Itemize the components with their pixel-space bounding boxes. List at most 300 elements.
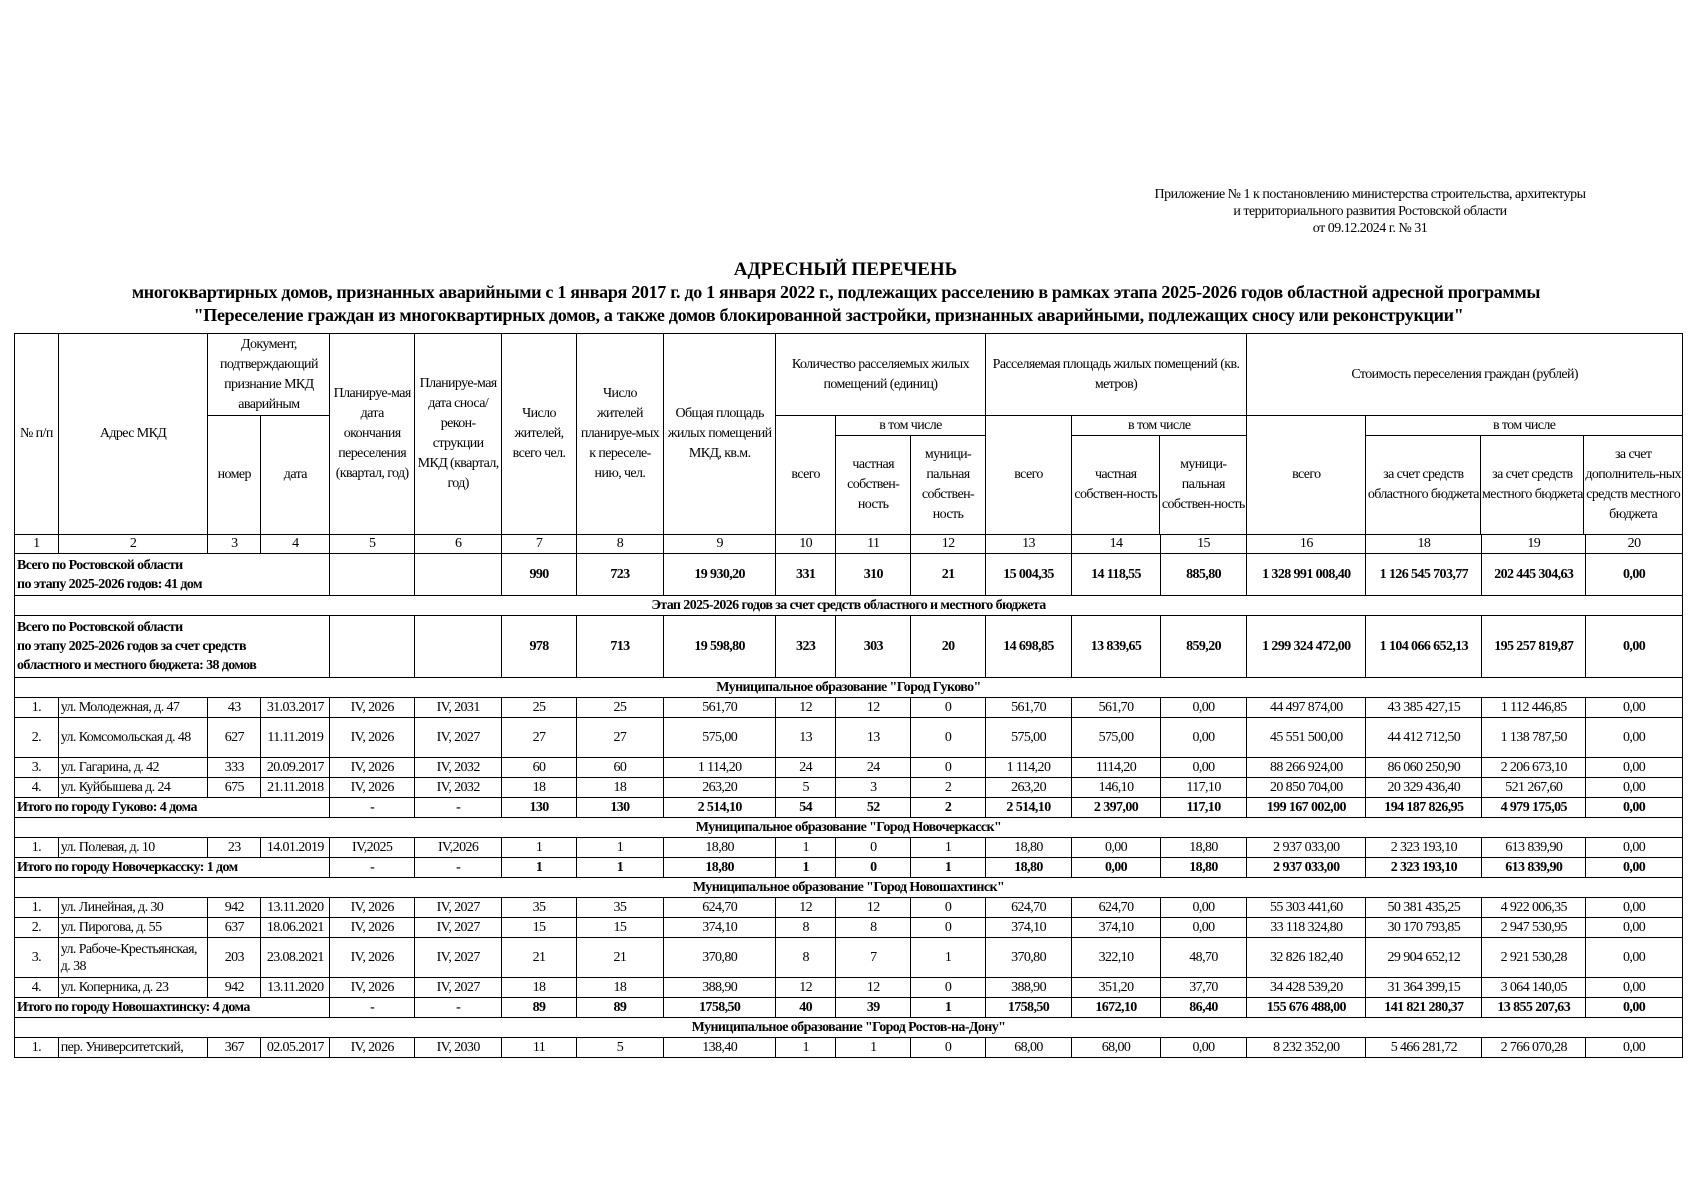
data-cell: 1. [15, 898, 59, 918]
incl-label: в том числе [836, 416, 985, 436]
total-value: 141 821 280,37 [1366, 998, 1482, 1018]
data-cell: 1 [836, 1038, 911, 1058]
municipality-total-row [15, 998, 1683, 1018]
data-cell: 0,00 [1586, 838, 1683, 858]
data-cell: 942 [208, 898, 261, 918]
data-cell: 32 826 182,40 [1247, 938, 1366, 978]
data-cell: 18 [576, 778, 664, 798]
data-cell: 25 [502, 698, 576, 718]
summary-value: 19 598,80 [664, 616, 776, 678]
data-cell: 370,80 [664, 938, 776, 978]
header-area-municipal: муници-пальная собствен-ность [1161, 457, 1245, 512]
total-value: 1 [911, 858, 985, 878]
header-cost: Стоимость переселения граждан (рублей) [1247, 334, 1683, 416]
column-number: 9 [664, 535, 776, 554]
total-value: - [330, 798, 414, 818]
data-cell: 20.09.2017 [261, 758, 330, 778]
empty-cell [414, 554, 502, 596]
data-cell: 29 904 652,12 [1366, 938, 1482, 978]
data-cell: 637 [208, 918, 261, 938]
data-cell: 14.01.2019 [261, 838, 330, 858]
header-units-total: всего [776, 416, 836, 535]
stage-total-row [15, 616, 1683, 678]
column-number: 5 [330, 535, 414, 554]
data-cell: 21.11.2018 [261, 778, 330, 798]
total-value: 1758,50 [664, 998, 776, 1018]
municipality-total-row [15, 858, 1683, 878]
data-cell: 1 [911, 838, 985, 858]
data-cell: 12 [836, 978, 911, 998]
address-cell: ул. Гагарина, д. 42 [58, 758, 208, 778]
data-cell: 24 [836, 758, 911, 778]
data-cell: 0,00 [1160, 898, 1247, 918]
data-cell: 388,90 [664, 978, 776, 998]
data-cell: 60 [502, 758, 576, 778]
total-value: 18,80 [985, 858, 1072, 878]
data-cell: 0 [911, 718, 985, 758]
column-number-row [15, 535, 1683, 554]
data-cell: 18,80 [664, 838, 776, 858]
total-value: 13 855 207,63 [1482, 998, 1586, 1018]
data-cell: 68,00 [1072, 1038, 1161, 1058]
data-cell: 21 [502, 938, 576, 978]
data-cell: 0 [911, 1038, 985, 1058]
column-number: 18 [1366, 535, 1482, 554]
column-number: 10 [776, 535, 836, 554]
data-cell: 0,00 [1586, 1038, 1683, 1058]
data-cell: 24 [776, 758, 836, 778]
header-residents: Число жителей, всего чел. [502, 334, 576, 535]
total-value: 89 [576, 998, 664, 1018]
title-line-2: многоквартирных домов, признанных аварийными с 1 января 2017 г. до 1 января 2022 г., подлежащих расселению в рамках этапа 2025-2026 годов областной адресной программы [131, 282, 1541, 302]
document-title [0, 258, 1697, 327]
summary-value: 885,80 [1160, 554, 1247, 596]
data-cell: 21 [576, 938, 664, 978]
column-number: 2 [58, 535, 208, 554]
summary-value: 723 [576, 554, 664, 596]
data-cell: 613 839,90 [1482, 838, 1586, 858]
table-row [15, 778, 1683, 798]
column-number: 6 [414, 535, 502, 554]
column-number: 7 [502, 535, 576, 554]
summary-value: 14 698,85 [985, 616, 1072, 678]
data-cell: 18 [502, 978, 576, 998]
address-cell: ул. Линейная, д. 30 [58, 898, 208, 918]
total-value: 40 [776, 998, 836, 1018]
header-address: Адрес МКД [58, 334, 208, 535]
summary-value: 21 [911, 554, 985, 596]
data-cell: 0,00 [1586, 758, 1683, 778]
address-cell: ул. Рабоче-Крестьянская, д. 38 [58, 938, 208, 978]
data-cell: IV, 2031 [414, 698, 502, 718]
total-value: - [414, 798, 502, 818]
label-line: Всего по Ростовской области [17, 557, 183, 573]
data-cell: 0 [911, 918, 985, 938]
data-cell: 263,20 [985, 778, 1072, 798]
total-value: 86,40 [1160, 998, 1247, 1018]
data-cell: 1 114,20 [985, 758, 1072, 778]
data-cell: 675 [208, 778, 261, 798]
data-cell: 12 [836, 898, 911, 918]
data-cell: 02.05.2017 [261, 1038, 330, 1058]
data-cell: 0 [836, 838, 911, 858]
data-cell: 8 [776, 918, 836, 938]
total-value: 2 937 033,00 [1247, 858, 1366, 878]
data-cell: 0,00 [1160, 698, 1247, 718]
address-cell: пер. Университетский, [58, 1038, 208, 1058]
empty-cell [414, 616, 502, 678]
data-cell: 521 267,60 [1482, 778, 1586, 798]
summary-value: 14 118,55 [1072, 554, 1161, 596]
header-demolition: Планируе-мая дата сноса/рекон-струкции МКД (квартал, год) [414, 334, 502, 535]
total-value: 39 [836, 998, 911, 1018]
column-number: 12 [911, 535, 985, 554]
summary-value: 990 [502, 554, 576, 596]
data-cell: 2 937 033,00 [1247, 838, 1366, 858]
total-value: 1 [911, 998, 985, 1018]
data-cell: IV, 2026 [330, 918, 414, 938]
incl-label: в том числе [1366, 416, 1682, 436]
data-cell: 43 [208, 698, 261, 718]
data-cell: 1 112 446,85 [1482, 698, 1586, 718]
data-cell: 13.11.2020 [261, 898, 330, 918]
summary-value: 978 [502, 616, 576, 678]
data-cell: 27 [502, 718, 576, 758]
data-cell: 43 385 427,15 [1366, 698, 1482, 718]
data-cell: 374,10 [664, 918, 776, 938]
header-area-incl [1072, 416, 1247, 535]
data-cell: 48,70 [1160, 938, 1247, 978]
total-value: 2 514,10 [985, 798, 1072, 818]
data-cell: 86 060 250,90 [1366, 758, 1482, 778]
data-cell: IV, 2027 [414, 718, 502, 758]
data-cell: 333 [208, 758, 261, 778]
total-value: 2 514,10 [664, 798, 776, 818]
data-cell: 37,70 [1160, 978, 1247, 998]
data-cell: 374,10 [985, 918, 1072, 938]
data-cell: 575,00 [664, 718, 776, 758]
data-cell: IV, 2026 [330, 938, 414, 978]
data-cell: 0,00 [1160, 1038, 1247, 1058]
header-num: № п/п [15, 334, 59, 535]
column-number: 14 [1072, 535, 1161, 554]
data-cell: IV, 2026 [330, 698, 414, 718]
data-cell: IV, 2032 [414, 778, 502, 798]
header-cost-regional: за счет средств областного бюджета [1366, 436, 1481, 534]
data-cell: 1 [776, 1038, 836, 1058]
data-cell: 44 412 712,50 [1366, 718, 1482, 758]
data-cell: 561,70 [985, 698, 1072, 718]
data-cell: 31.03.2017 [261, 698, 330, 718]
total-value: 199 167 002,00 [1247, 798, 1366, 818]
total-label: Итого по городу Новошахтинску: 4 дома [15, 998, 330, 1018]
data-cell: IV, 2026 [330, 898, 414, 918]
data-cell: 1. [15, 698, 59, 718]
total-value: 1 [776, 858, 836, 878]
total-value: 130 [502, 798, 576, 818]
data-cell: 60 [576, 758, 664, 778]
header-doc-date: дата [261, 416, 330, 535]
data-cell: 0 [911, 978, 985, 998]
data-cell: 5 466 281,72 [1366, 1038, 1482, 1058]
data-cell: 3 064 140,05 [1482, 978, 1586, 998]
column-number: 8 [576, 535, 664, 554]
total-label: Итого по городу Новочеркасску: 1 дом [15, 858, 330, 878]
address-cell: ул. Куйбышева д. 24 [58, 778, 208, 798]
summary-value: 0,00 [1586, 616, 1683, 678]
total-value: 2 [911, 798, 985, 818]
data-cell: 33 118 324,80 [1247, 918, 1366, 938]
data-cell: 624,70 [1072, 898, 1161, 918]
address-cell: ул. Молодежная, д. 47 [58, 698, 208, 718]
data-cell: IV, 2026 [330, 758, 414, 778]
data-cell: 30 170 793,85 [1366, 918, 1482, 938]
table-row [15, 698, 1683, 718]
data-cell: 20 850 704,00 [1247, 778, 1366, 798]
data-cell: 34 428 539,20 [1247, 978, 1366, 998]
total-value: 18,80 [664, 858, 776, 878]
data-cell: 31 364 399,15 [1366, 978, 1482, 998]
column-number: 13 [985, 535, 1072, 554]
total-value: 1 [576, 858, 664, 878]
data-cell: 0,00 [1160, 758, 1247, 778]
data-cell: 15 [502, 918, 576, 938]
column-number: 19 [1482, 535, 1586, 554]
data-cell: 322,10 [1072, 938, 1161, 978]
municipality-row [15, 1018, 1683, 1038]
data-cell: 0,00 [1586, 698, 1683, 718]
header-area-total: всего [985, 416, 1072, 535]
municipality-row-title: Муниципальное образование "Город Ростов-на-Дону" [15, 1018, 1683, 1038]
summary-value: 202 445 304,63 [1482, 554, 1586, 596]
total-label: Итого по городу Гуково: 4 дома [15, 798, 330, 818]
data-cell: 1. [15, 838, 59, 858]
total-value: 1672,10 [1072, 998, 1161, 1018]
data-cell: IV, 2026 [330, 978, 414, 998]
data-cell: 35 [502, 898, 576, 918]
summary-value: 331 [776, 554, 836, 596]
data-cell: 138,40 [664, 1038, 776, 1058]
data-cell: 1 [576, 838, 664, 858]
data-cell: 27 [576, 718, 664, 758]
data-cell: 4. [15, 978, 59, 998]
data-cell: IV, 2027 [414, 938, 502, 978]
column-number: 20 [1586, 535, 1683, 554]
data-cell: 575,00 [985, 718, 1072, 758]
summary-value: 303 [836, 616, 911, 678]
data-cell: IV,2025 [330, 838, 414, 858]
data-cell: 13 [776, 718, 836, 758]
column-number: 1 [15, 535, 59, 554]
header-cost-total: всего [1247, 416, 1366, 535]
data-cell: 13.11.2020 [261, 978, 330, 998]
total-value: 18,80 [1160, 858, 1247, 878]
total-value: 1 [502, 858, 576, 878]
data-cell: 45 551 500,00 [1247, 718, 1366, 758]
grand-total-row-label [15, 554, 330, 596]
appendix-line-3: от 09.12.2024 г. № 31 [1312, 221, 1428, 236]
data-cell: 1 [502, 838, 576, 858]
column-number: 15 [1160, 535, 1247, 554]
data-cell: 0,00 [1586, 778, 1683, 798]
summary-value: 13 839,65 [1072, 616, 1161, 678]
table-row [15, 978, 1683, 998]
data-cell: 117,10 [1160, 778, 1247, 798]
data-cell: 8 [836, 918, 911, 938]
total-value: - [414, 858, 502, 878]
data-cell: 1 138 787,50 [1482, 718, 1586, 758]
summary-value: 19 930,20 [664, 554, 776, 596]
total-value: 2 397,00 [1072, 798, 1161, 818]
data-cell: 624,70 [664, 898, 776, 918]
summary-value: 15 004,35 [985, 554, 1072, 596]
total-value: 0 [836, 858, 911, 878]
data-cell: 2 206 673,10 [1482, 758, 1586, 778]
title-line-1: АДРЕСНЫЙ ПЕРЕЧЕНЬ [733, 259, 958, 280]
data-cell: 203 [208, 938, 261, 978]
data-cell: 7 [836, 938, 911, 978]
header-units-private: частная собствен-ность [836, 436, 911, 534]
address-cell: ул. Пирогова, д. 55 [58, 918, 208, 938]
header-area: Расселяемая площадь жилых помещений (кв. метров) [985, 334, 1247, 416]
total-value: 4 979 175,05 [1482, 798, 1586, 818]
data-cell: 18.06.2021 [261, 918, 330, 938]
data-cell: 367 [208, 1038, 261, 1058]
summary-value: 20 [911, 616, 985, 678]
grand-total-row [15, 554, 1683, 596]
header-cost-extra: за счет дополнитель-ных средств местного бюджета [1585, 447, 1682, 522]
total-value: 54 [776, 798, 836, 818]
municipality-row [15, 818, 1683, 838]
municipality-row-title: Муниципальное образование "Город Гуково" [15, 678, 1683, 698]
summary-value: 859,20 [1160, 616, 1247, 678]
header-cost-incl [1366, 416, 1683, 535]
header-total-area: Общая площадь жилых помещений МКД, кв.м. [664, 334, 776, 535]
header-residents-plan: Число жителей планируе-мых к переселе-нию, чел. [576, 334, 664, 535]
header-resettle-end: Планируе-мая дата окончания переселения (квартал, год) [330, 334, 414, 535]
data-cell: 23.08.2021 [261, 938, 330, 978]
data-cell: 44 497 874,00 [1247, 698, 1366, 718]
summary-value: 1 299 324 472,00 [1247, 616, 1366, 678]
data-cell: 1 114,20 [664, 758, 776, 778]
data-cell: IV,2026 [414, 838, 502, 858]
data-cell: 561,70 [664, 698, 776, 718]
appendix-note [1020, 186, 1697, 237]
data-cell: 18,80 [1160, 838, 1247, 858]
total-value: 0,00 [1586, 858, 1683, 878]
stage-row [15, 596, 1683, 616]
summary-value: 323 [776, 616, 836, 678]
summary-value: 1 328 991 008,40 [1247, 554, 1366, 596]
total-value: 155 676 488,00 [1247, 998, 1366, 1018]
data-cell: IV, 2026 [330, 778, 414, 798]
data-cell: 12 [836, 698, 911, 718]
data-cell: 3. [15, 938, 59, 978]
address-list-table [14, 333, 1683, 1058]
empty-cell [330, 616, 414, 678]
municipality-total-row [15, 798, 1683, 818]
total-value: 613 839,90 [1482, 858, 1586, 878]
data-cell: IV, 2026 [330, 1038, 414, 1058]
header-doc-num: номер [208, 416, 261, 535]
column-number: 3 [208, 535, 261, 554]
municipality-row [15, 678, 1683, 698]
data-cell: 0 [911, 898, 985, 918]
table-row [15, 898, 1683, 918]
data-cell: 0,00 [1586, 938, 1683, 978]
data-cell: 8 [776, 938, 836, 978]
address-cell: ул. Коперника, д. 23 [58, 978, 208, 998]
data-cell: 13 [836, 718, 911, 758]
summary-value: 310 [836, 554, 911, 596]
data-cell: 2 766 070,28 [1482, 1038, 1586, 1058]
data-cell: 4 922 006,35 [1482, 898, 1586, 918]
label-line: по этапу 2025-2026 годов: 41 дом [17, 576, 202, 592]
data-cell: 0,00 [1160, 918, 1247, 938]
data-cell: 18,80 [985, 838, 1072, 858]
table-row [15, 838, 1683, 858]
data-cell: 2 323 193,10 [1366, 838, 1482, 858]
data-cell: 12 [776, 978, 836, 998]
column-number: 16 [1247, 535, 1366, 554]
data-cell: 68,00 [985, 1038, 1072, 1058]
municipality-row-title: Муниципальное образование "Город Новочеркасск" [15, 818, 1683, 838]
data-cell: IV, 2026 [330, 718, 414, 758]
data-cell: 35 [576, 898, 664, 918]
total-value: 130 [576, 798, 664, 818]
data-cell: IV, 2027 [414, 978, 502, 998]
data-cell: 4. [15, 778, 59, 798]
table-row [15, 758, 1683, 778]
summary-value: 0,00 [1586, 554, 1683, 596]
total-value: - [330, 858, 414, 878]
header-area-private: частная собствен-ность [1072, 436, 1160, 534]
data-cell: 146,10 [1072, 778, 1161, 798]
municipality-row [15, 878, 1683, 898]
data-cell: 20 329 436,40 [1366, 778, 1482, 798]
stage-total-row-label [15, 616, 330, 678]
data-cell: 55 303 441,60 [1247, 898, 1366, 918]
table-row [15, 718, 1683, 758]
data-cell: 2. [15, 718, 59, 758]
title-line-3: "Переселение граждан из многоквартирных домов, а также домов блокированной застройки, признанных аварийными, подлежащих сносу или реконструкции" [193, 305, 1464, 325]
data-cell: 575,00 [1072, 718, 1161, 758]
summary-value: 713 [576, 616, 664, 678]
data-cell: IV, 2032 [414, 758, 502, 778]
data-cell: 0,00 [1586, 898, 1683, 918]
label-line: областного и местного бюджета: 38 домов [17, 658, 257, 673]
data-cell: 1114,20 [1072, 758, 1161, 778]
municipality-row-title: Муниципальное образование "Город Новошахтинск" [15, 878, 1683, 898]
summary-value: 1 126 545 703,77 [1366, 554, 1482, 596]
data-cell: 561,70 [1072, 698, 1161, 718]
data-cell: 0,00 [1586, 718, 1683, 758]
total-value: - [414, 998, 502, 1018]
data-cell: IV, 2027 [414, 898, 502, 918]
data-cell: 18 [502, 778, 576, 798]
data-cell: 88 266 924,00 [1247, 758, 1366, 778]
incl-label: в том числе [1072, 416, 1246, 436]
table-row [15, 918, 1683, 938]
data-cell: 370,80 [985, 938, 1072, 978]
data-cell: 5 [776, 778, 836, 798]
address-cell: ул. Комсомольская д. 48 [58, 718, 208, 758]
total-value: 194 187 826,95 [1366, 798, 1482, 818]
data-cell: 1 [776, 838, 836, 858]
label-line: Всего по Ростовской области [17, 620, 183, 635]
data-cell: IV, 2027 [414, 918, 502, 938]
summary-value: 1 104 066 652,13 [1366, 616, 1482, 678]
